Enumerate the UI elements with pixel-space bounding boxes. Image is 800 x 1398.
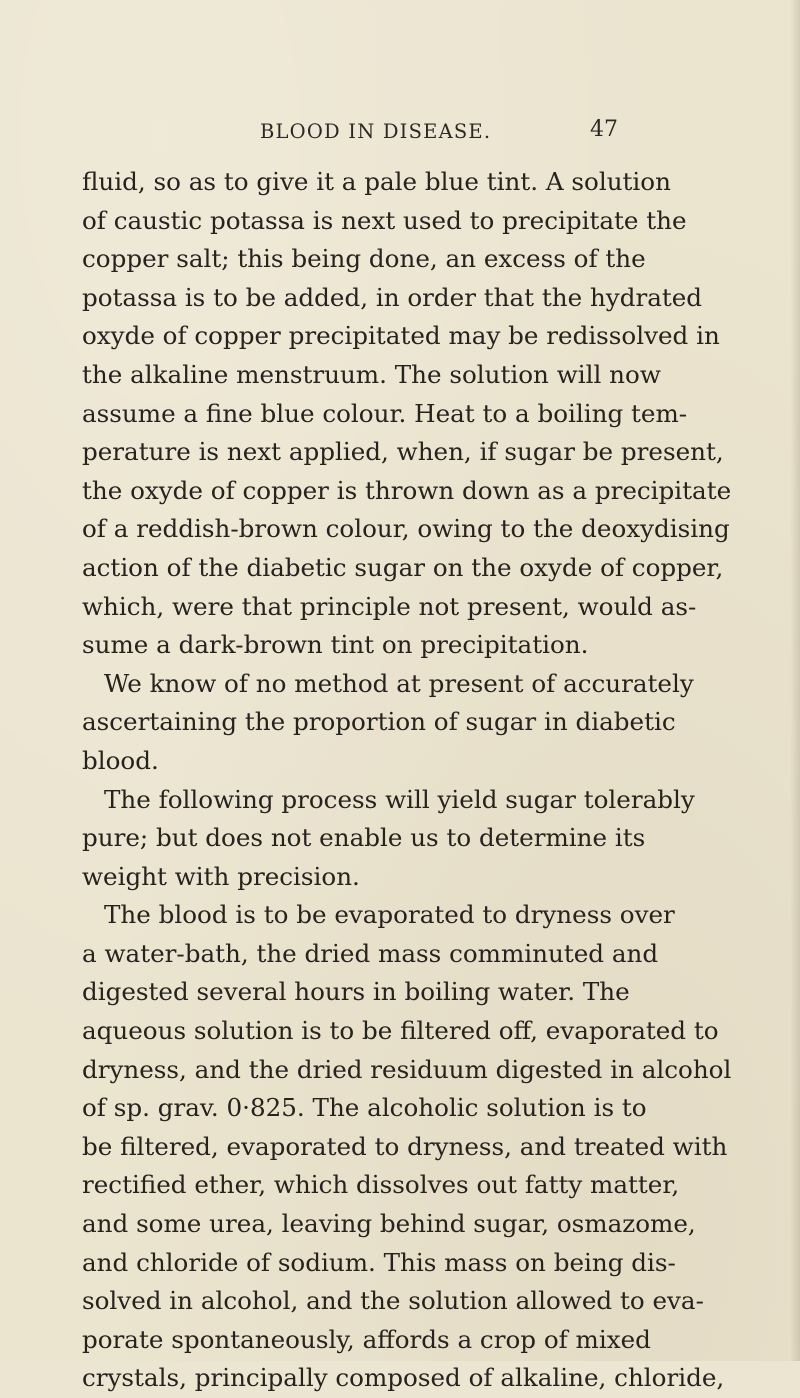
page-header	[0, 116, 800, 146]
text-line: and chloride of sodium. This mass on being dis-	[82, 1247, 676, 1277]
text-line: the alkaline menstruum. The solution will now	[82, 359, 661, 389]
text-line: crystals, principally composed of alkaline, chloride,	[82, 1363, 725, 1393]
text-line: porate spontaneously, affords a crop of mixed	[82, 1324, 651, 1354]
text-line: and some urea, leaving behind sugar, osmazome,	[82, 1209, 696, 1239]
text-line: ascertaining the proportion of sugar in diabetic	[82, 707, 676, 737]
text-line: fluid, so as to give it a pale blue tint. A solution	[82, 167, 671, 196]
text-line: weight with precision.	[82, 861, 360, 891]
paragraph	[82, 163, 732, 665]
text-line: pure; but does not enable us to determine its	[82, 823, 646, 853]
text-line: be filtered, evaporated to dryness, and treated with	[82, 1131, 728, 1161]
text-line: The following process will yield sugar tolerably	[104, 784, 695, 814]
text-line: solved in alcohol, and the solution allowed to eva-	[82, 1286, 704, 1316]
paragraph	[82, 665, 694, 781]
text-line: copper salt; this being done, an excess of the	[82, 244, 646, 274]
text-line: The blood is to be evaporated to dryness over	[104, 900, 675, 930]
text-line: digested several hours in boiling water. The	[82, 977, 630, 1007]
page-number: 47	[590, 117, 618, 142]
paragraph	[82, 896, 732, 1398]
text-line: aqueous solution is to be filtered off, evaporated to	[82, 1016, 719, 1046]
body-text	[82, 163, 732, 1398]
page-edge-shadow	[790, 0, 800, 1361]
text-line: assume a fine blue colour. Heat to a boiling tem-	[82, 398, 688, 428]
text-line: of sp. grav. 0·825. The alcoholic solution is to	[82, 1093, 647, 1123]
text-line: perature is next applied, when, if sugar be present,	[82, 437, 724, 467]
text-line: which, were that principle not present, would as-	[82, 591, 697, 621]
text-line: sume a dark-brown tint on precipitation.	[82, 630, 589, 660]
text-line: action of the diabetic sugar on the oxyde of copper,	[82, 552, 724, 582]
text-line: We know of no method at present of accurately	[104, 668, 694, 698]
text-line: of caustic potassa is next used to precipitate the	[82, 205, 687, 235]
text-line: of a reddish-brown colour, owing to the deoxydising	[82, 514, 730, 544]
text-line: rectified ether, which dissolves out fatty matter,	[82, 1170, 680, 1200]
paragraph	[82, 781, 695, 897]
text-line: a water-bath, the dried mass comminuted and	[82, 938, 659, 968]
text-line: the oxyde of copper is thrown down as a precipitate	[82, 475, 732, 505]
running-title: BLOOD IN DISEASE.	[260, 120, 492, 143]
text-line: dryness, and the dried residuum digested in alcohol	[82, 1054, 732, 1084]
text-line: oxyde of copper precipitated may be redissolved in	[82, 321, 720, 351]
text-line: potassa is to be added, in order that the hydrated	[82, 282, 703, 312]
text-line: blood.	[82, 745, 159, 775]
